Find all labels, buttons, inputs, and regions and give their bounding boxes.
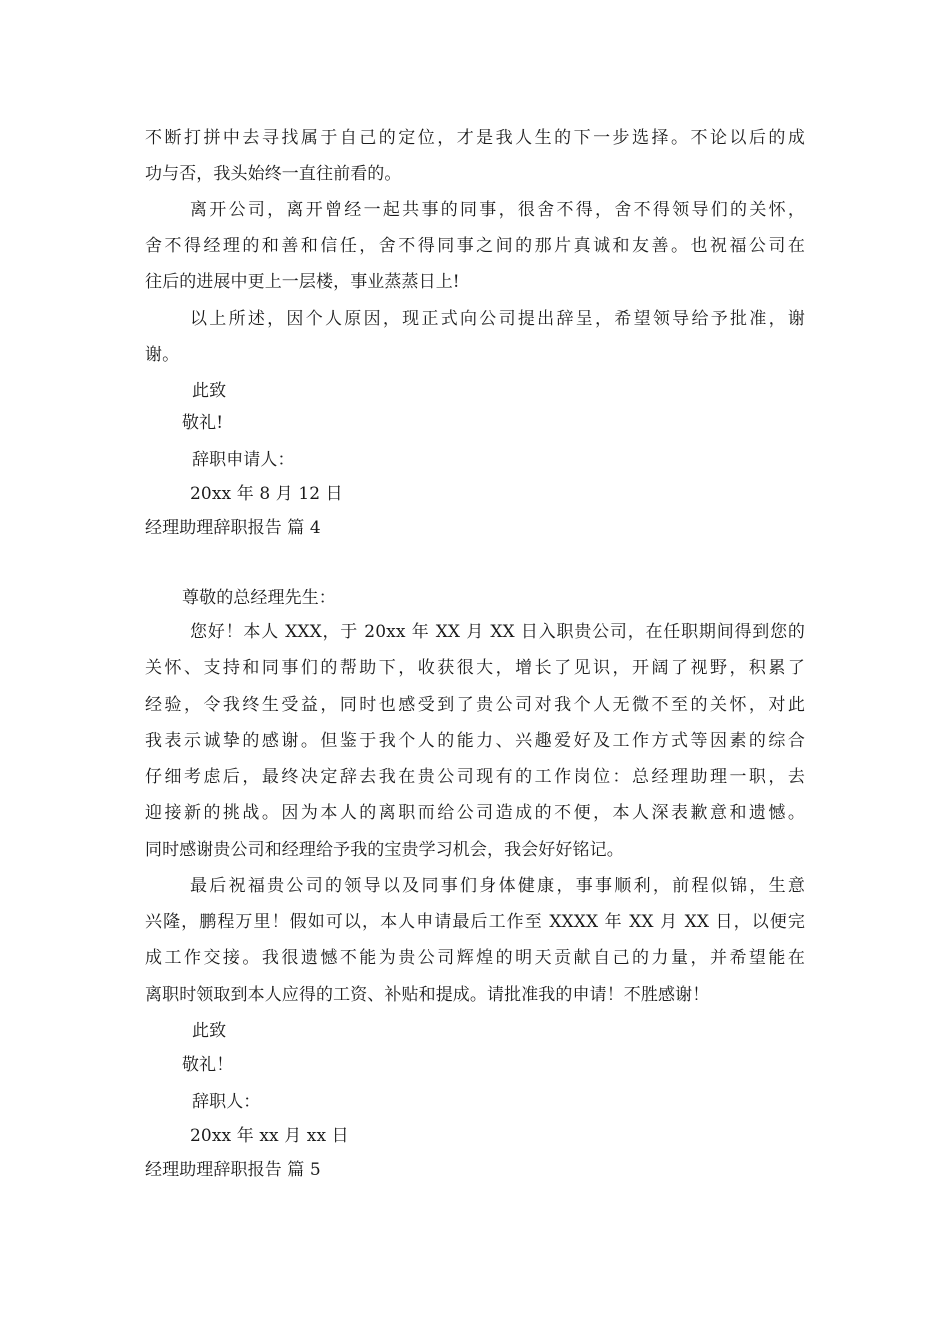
body-line: 兴隆，鹏程万里！假如可以，本人申请最后工作至 XXXX 年 XX 月 XX 日，以便完 (145, 912, 805, 932)
signer-label: 辞职申请人： (192, 450, 295, 470)
body-line: 经验，令我终生受益，同时也感受到了贵公司对我个人无微不至的关怀，对此 (145, 695, 805, 715)
section-heading: 经理助理辞职报告 篇 4 (145, 518, 321, 538)
body-line: 最后祝福贵公司的领导以及同事们身体健康，事事顺利，前程似锦，生意 (190, 876, 805, 896)
body-line: 迎接新的挑战。因为本人的离职而给公司造成的不便，本人深表歉意和遗憾。 (145, 803, 805, 823)
body-line: 舍不得经理的和善和信任，舍不得同事之间的那片真诚和友善。也祝福公司在 (145, 236, 805, 256)
body-line: 我表示诚挚的感谢。但鉴于我个人的能力、兴趣爱好及工作方式等因素的综合 (145, 731, 805, 751)
body-line: 往后的进展中更上一层楼，事业蒸蒸日上! (145, 272, 460, 292)
date-text: 20xx 年 8 月 12 日 (190, 484, 343, 504)
body-line: 功与否，我头始终一直往前看的。 (145, 164, 402, 184)
signer-label: 辞职人： (192, 1092, 261, 1112)
body-line: 以上所述，因个人原因，现正式向公司提出辞呈，希望领导给予批准，谢 (190, 309, 805, 329)
body-line: 谢。 (145, 345, 180, 365)
body-line: 离开公司，离开曾经一起共事的同事，很舍不得，舍不得领导们的关怀， (190, 200, 805, 220)
body-line: 同时感谢贵公司和经理给予我的宝贵学习机会，我会好好铭记。 (145, 840, 624, 860)
greeting-text: 尊敬的总经理先生： (182, 588, 336, 608)
closing-text: 此致 (192, 381, 227, 401)
salute-text: 敬礼! (182, 413, 224, 433)
body-line: 仔细考虑后，最终决定辞去我在贵公司现有的工作岗位：总经理助理一职，去 (145, 767, 805, 787)
section-heading: 经理助理辞职报告 篇 5 (145, 1160, 321, 1180)
body-line: 关怀、支持和同事们的帮助下，收获很大，增长了见识，开阔了视野，积累了 (145, 658, 805, 678)
body-line: 成工作交接。我很遗憾不能为贵公司辉煌的明天贡献自己的力量，并希望能在 (145, 948, 805, 968)
body-line: 不断打拼中去寻找属于自己的定位，才是我人生的下一步选择。不论以后的成 (145, 128, 805, 148)
closing-text: 此致 (192, 1021, 227, 1041)
date-text: 20xx 年 xx 月 xx 日 (190, 1126, 349, 1146)
salute-text: 敬礼！ (182, 1055, 234, 1075)
body-line: 离职时领取到本人应得的工资、补贴和提成。请批准我的申请！不胜感谢！ (145, 985, 710, 1005)
body-line: 您好！本人 XXX，于 20xx 年 XX 月 XX 日入职贵公司，在任职期间得到您的 (190, 622, 805, 642)
